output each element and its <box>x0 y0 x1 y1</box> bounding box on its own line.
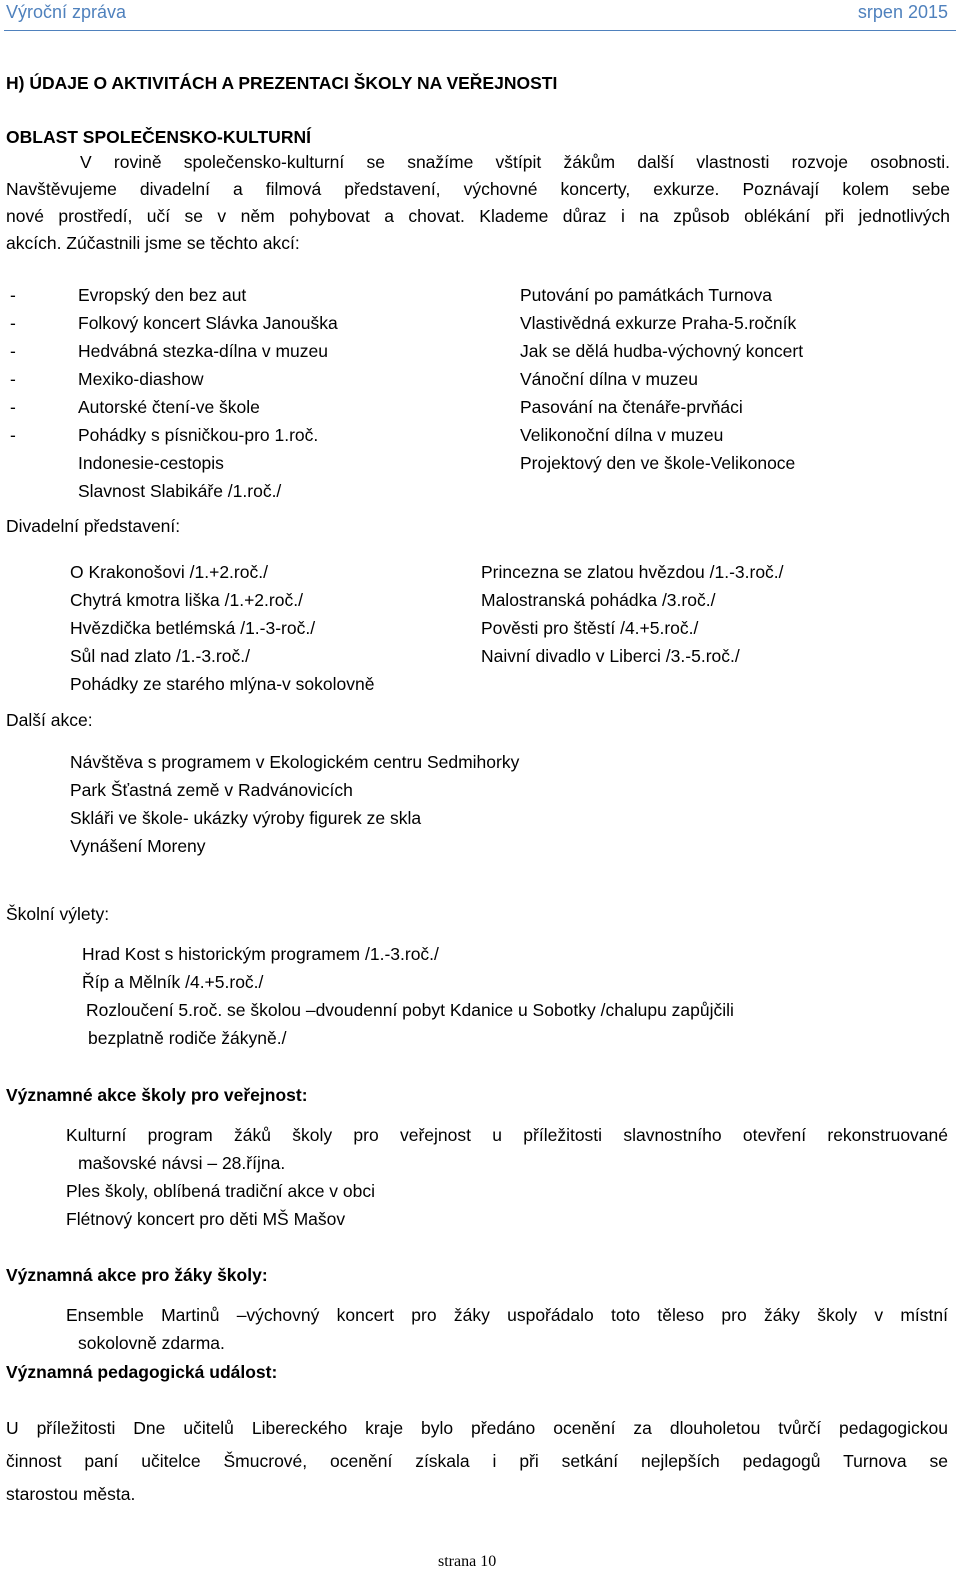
pupils-label: Významná akce pro žáky školy: <box>6 1265 268 1285</box>
list-item: Slavnost Slabikáře /1.roč./ <box>78 481 282 501</box>
list-item: Sůl nad zlato /1.-3.roč./ <box>70 646 250 666</box>
trip-item: bezplatně rodiče žákyně./ <box>88 1028 287 1048</box>
events-left-list <box>0 285 480 509</box>
list-item: Pasování na čtenáře-prvňáci <box>520 397 743 417</box>
public-item: Flétnový koncert pro děti MŠ Mašov <box>66 1209 346 1229</box>
theatre-right-list <box>481 562 784 674</box>
pedagogical-line: činnost paní učitelce Šmucrové, ocenění získala i při setkání nejlepších pedagogů Turnova se <box>6 1451 948 1471</box>
theatre-label: Divadelní představení: <box>6 516 181 536</box>
pedagogical-label: Významná pedagogická událost: <box>6 1362 278 1382</box>
events-right-list <box>520 285 803 481</box>
header-date: srpen 2015 <box>857 2 948 22</box>
list-item: Pohádky ze starého mlýna-v sokolovně <box>70 674 375 694</box>
list-item: Princezna se zlatou hvězdou /1.-3.roč./ <box>481 562 784 582</box>
list-item: - Autorské čtení-ve škole <box>10 397 260 417</box>
list-item: O Krakonošovi /1.+2.roč./ <box>70 562 268 582</box>
list-item: Chytrá kmotra liška /1.+2.roč./ <box>70 590 303 610</box>
list-item: Park Šťastná země v Radvánovicích <box>70 780 353 800</box>
trip-item: Rozloučení 5.roč. se školou –dvoudenní pobyt Kdanice u Sobotky /chalupu zapůjčili <box>86 1000 734 1020</box>
list-item: Vynášení Moreny <box>70 836 206 856</box>
list-item: Vánoční dílna v muzeu <box>520 369 699 389</box>
list-item: - Mexiko-diashow <box>10 369 204 389</box>
intro-line: Navštěvujeme divadelní a filmová představení, výchovné koncerty, exkurze. Poznávají kolem sebe <box>6 179 950 199</box>
public-label: Významné akce školy pro veřejnost: <box>6 1085 308 1105</box>
list-item: Velikonoční dílna v muzeu <box>520 425 724 445</box>
intro-line: nové prostředí, učí se v něm pohybovat a chovat. Klademe důraz i na způsob oblékání při jednotlivých <box>6 206 950 226</box>
pupils-item: sokolovně zdarma. <box>78 1333 225 1353</box>
list-item: Skláři ve škole- ukázky výroby figurek ze skla <box>70 808 422 828</box>
list-item: Naivní divadlo v Liberci /3.-5.roč./ <box>481 646 740 666</box>
list-item: - Pohádky s písničkou-pro 1.roč. <box>10 425 319 445</box>
list-item: Malostranská pohádka /3.roč./ <box>481 590 716 610</box>
list-item: Návštěva s programem v Ekologickém centru Sedmihorky <box>70 752 520 772</box>
public-item: Ples školy, oblíbená tradiční akce v obci <box>66 1181 376 1201</box>
trip-item: Říp a Mělník /4.+5.roč./ <box>82 972 264 992</box>
list-item: Hvězdička betlémská /1.-3-roč./ <box>70 618 316 638</box>
list-item: Vlastivědná exkurze Praha-5.ročník <box>520 313 797 333</box>
header-title: Výroční zpráva <box>6 2 127 22</box>
header-divider <box>4 30 956 31</box>
pedagogical-line: U příležitosti Dne učitelů Libereckého kraje bylo předáno ocenění za dlouholetou tvůrčí pedagogickou <box>6 1418 948 1438</box>
subsection-title: OBLAST SPOLEČENSKO-KULTURNÍ <box>6 127 311 147</box>
intro-line: V rovině společensko-kulturní se snažíme vštípit žákům další vlastnosti rozvoje osobnosti. <box>80 152 950 172</box>
section-title: H) ÚDAJE O AKTIVITÁCH A PREZENTACI ŠKOLY NA VEŘEJNOSTI <box>6 73 558 93</box>
list-item: Projektový den ve škole-Velikonoce <box>520 453 796 473</box>
pupils-item: Ensemble Martinů –výchovný koncert pro žáky uspořádalo toto těleso pro žáky školy v místní <box>66 1305 948 1325</box>
list-item: Indonesie-cestopis <box>78 453 224 473</box>
public-item: Kulturní program žáků školy pro veřejnost u příležitosti slavnostního otevření rekonstruované <box>66 1125 948 1145</box>
list-item: - Evropský den bez aut <box>10 285 247 305</box>
intro-paragraph <box>6 152 950 254</box>
list-item: Pověsti pro štěstí /4.+5.roč./ <box>481 618 699 638</box>
trip-item: Hrad Kost s historickým programem /1.-3.roč./ <box>82 944 439 964</box>
list-item: Jak se dělá hudba-výchovný koncert <box>520 341 804 361</box>
intro-line: akcích. Zúčastnili jsme se těchto akcí: <box>6 233 300 253</box>
public-item: mašovské návsi – 28.října. <box>78 1153 286 1173</box>
other-label: Další akce: <box>6 710 93 730</box>
list-item: - Hedvábná stezka-dílna v muzeu <box>10 341 328 361</box>
pedagogical-line: starostou města. <box>6 1484 136 1504</box>
other-list <box>70 752 519 864</box>
list-item: Putování po památkách Turnova <box>520 285 772 305</box>
page-number: strana 10 <box>438 1553 497 1570</box>
list-item: - Folkový koncert Slávka Janouška <box>10 313 338 333</box>
theatre-left-list <box>70 562 374 702</box>
trips-label: Školní výlety: <box>6 904 110 924</box>
